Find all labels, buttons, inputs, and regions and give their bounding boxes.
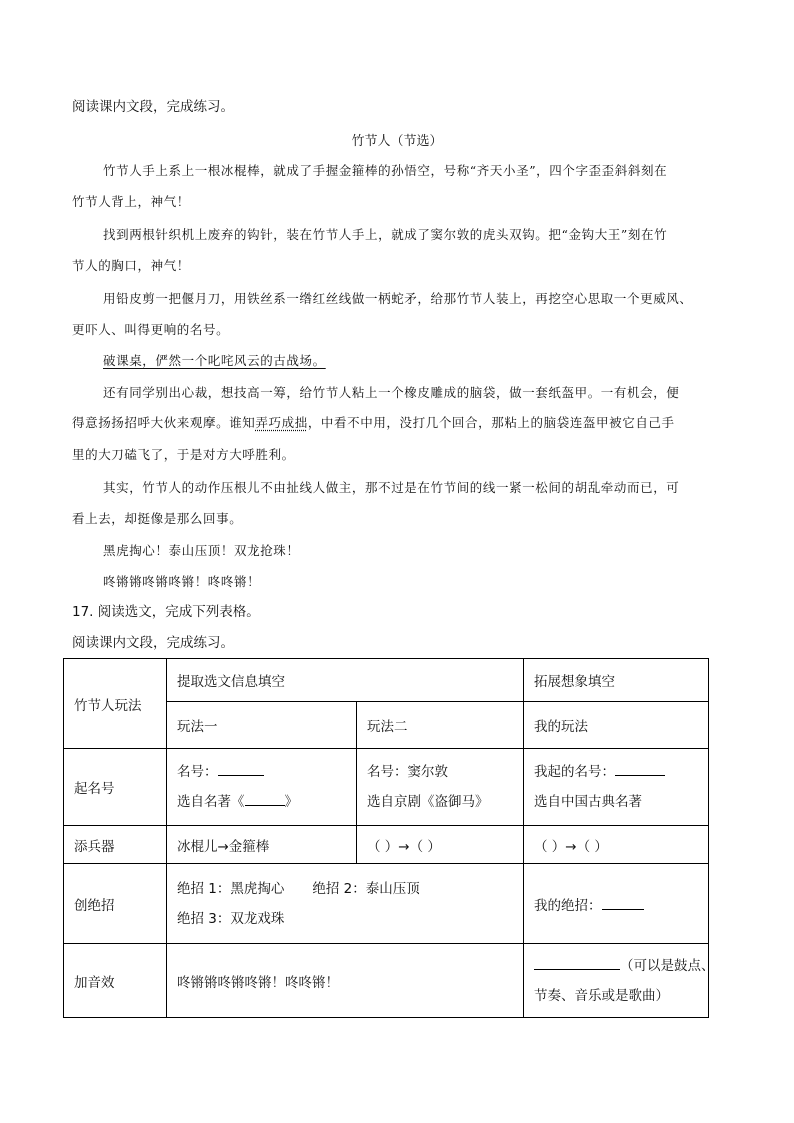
passage-title: 竹节人（节选） [351,134,443,149]
blank-my-sound[interactable] [534,957,620,970]
table-corner-cell: 竹节人玩法 [64,659,167,749]
table-row-name [64,749,709,826]
cell-name-method2 [357,749,524,826]
passage-p3-line1: 用铅皮剪一把偃月刀，用铁丝系一绺红丝线做一柄蛇矛，给那竹节人装上，再挖空心思取一个更威风、 [103,291,693,306]
table-group-extract: 提取选文信息填空 [167,659,524,702]
cell-sound-methods: 咚锵锵咚锵咚锵！咚咚锵！ [167,944,524,1018]
passage-p4-underlined: 破课桌，俨然一个叱咤风云的古战场。 [103,353,326,368]
table-row-sound [64,944,709,1018]
source-method2: 选自京剧《盗御马》 [367,794,489,810]
row-label-name: 起名号 [64,749,167,826]
blank-book-title[interactable] [245,793,285,806]
passage-p7: 黑虎掏心！泰山压顶！双龙抢珠！ [103,543,300,558]
passage-p2-line2: 节人的胸口，神气！ [72,258,190,273]
play-methods-table [63,658,715,1018]
move-2: 绝招 2：泰山压顶 [312,880,420,897]
passage-p6-line2: 看上去，却挺像是那么回事。 [72,511,243,526]
my-move-prefix: 我的绝招： [534,897,602,914]
blank-my-name[interactable] [615,763,665,776]
passage-p6-line1: 其实，竹节人的动作压根儿不由扯线人做主，那不过是在竹节间的线一紧一松间的胡乱牵动而已，可 [103,480,680,495]
passage-p5-line2-c: ，中看不中用，没打几个回合，那粘上的脑袋连盔甲被它自己手 [307,415,675,430]
table-col-method1: 玩法一 [167,702,357,749]
cell-name-my-method [524,749,709,826]
sound-hint-b: 节奏、音乐或是歌曲） [534,987,669,1004]
blank-my-move[interactable] [602,897,644,910]
cell-weapon-method2[interactable]: （ ）→（ ） [357,826,524,864]
table-col-method2: 玩法二 [357,702,524,749]
question-17-stem: 17. 阅读选文，完成下列表格。 [72,604,260,620]
intro-instruction: 阅读课内文段，完成练习。 [72,99,234,115]
table-col-my-method: 我的玩法 [524,702,709,749]
passage-p5-line1: 还有同学别出心裁，想技高一筹，给竹节人粘上一个橡皮雕成的脑袋，做一套纸盔甲。一有机会，便 [103,385,680,400]
cell-weapon-my-method[interactable]: （ ）→（ ） [524,826,709,864]
table-row-move [64,864,709,944]
blank-name-1[interactable] [218,763,264,776]
move-3: 绝招 3：双龙戏珠 [177,910,285,927]
table-header-row-1 [64,659,709,702]
passage-p3-line2: 更吓人、叫得更响的名号。 [72,322,230,337]
cell-move-my-method [524,864,709,944]
cell-weapon-method1: 冰棍儿→金箍棒 [167,826,357,864]
question-sub-instruction: 阅读课内文段，完成练习。 [72,635,234,651]
cell-sound-my-method [524,944,715,1018]
table-row-weapon [64,826,709,864]
passage-p2-line1: 找到两根针织机上废弃的钩针，装在竹节人手上，就成了窦尔敦的虎头双钩。把“金钩大王”刻在竹 [103,227,668,242]
row-label-move: 创绝招 [64,864,167,944]
my-source: 选自中国古典名著 [534,794,642,810]
name-prefix: 名号： [177,764,218,780]
passage-p5-idiom: 弄巧成拙 [255,415,308,430]
passage-p1-line2: 竹节人背上，神气！ [72,194,190,209]
book-prefix: 选自名著《 [177,794,245,810]
passage-p5-line2-a: 得意扬扬招呼大伙来观摩。谁知 [72,415,256,430]
cell-move-methods [167,864,524,944]
row-label-weapon: 添兵器 [64,826,167,864]
my-name-prefix: 我起的名号： [534,764,615,780]
passage-p8: 咚锵锵咚锵咚锵！咚咚锵！ [103,574,261,589]
passage-p5-line2 [72,415,675,431]
table-group-imagine: 拓展想象填空 [524,659,709,702]
passage-p5-line3: 里的大刀磕飞了，于是对方大呼胜利。 [72,447,295,462]
sound-hint-a: （可以是鼓点、 [620,957,715,974]
book-suffix: 》 [284,794,298,810]
cell-name-method1 [167,749,357,826]
passage-p1-line1: 竹节人手上系上一根冰棍棒，就成了手握金箍棒的孙悟空，号称“齐天小圣”，四个字歪歪斜斜刻在 [103,163,668,178]
row-label-sound: 加音效 [64,944,167,1018]
move-1: 绝招 1：黑虎掏心 [177,880,285,897]
name-method2: 名号：窦尔敦 [367,764,448,780]
